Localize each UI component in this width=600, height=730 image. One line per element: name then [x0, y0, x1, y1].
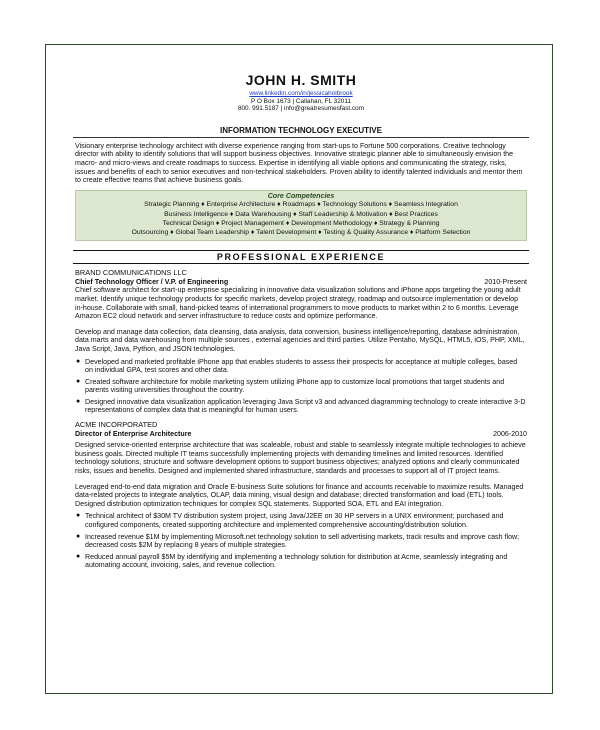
- role-row: [75, 430, 527, 439]
- bullet-icon: ●: [76, 377, 81, 385]
- job-title: Chief Technology Officer / V.P. of Engineering: [75, 277, 229, 286]
- achievement-item: ● Increased revenue $1M by implementing Microsoft.net technology solution to sell advertising markets, track results and improve cash flow; decreased costs $2M by replacing 8 years of multiple strategies.: [76, 532, 520, 550]
- bullet-icon: ●: [76, 397, 81, 405]
- job-entry-acme: [75, 421, 527, 570]
- competency-line: Strategic Planning ♦ Enterprise Architecture ♦ Roadmaps ♦ Technology Solutions ♦ Seamless Integration: [144, 201, 458, 209]
- achievement-list: [75, 512, 527, 570]
- core-competencies-box: [75, 190, 527, 241]
- achievement-item: ● Reduced annual payroll $5M by identifying and implementing a technology solution for distribution at Acme, seamlessly integrating and automating account, invoicing, sales, and revenue collection.: [76, 552, 508, 570]
- contact-info: 800. 991.5187 | info@greatresumesfast.com: [237, 105, 365, 113]
- job-dates: 2010-Present: [484, 277, 527, 286]
- linkedin-link[interactable]: www.linkedin.com/in/jessicaholbrook: [249, 90, 353, 97]
- job-title: Director of Enterprise Architecture: [75, 429, 192, 438]
- bullet-icon: ●: [76, 512, 81, 520]
- job-entry-brand: [75, 269, 527, 415]
- competency-line: Outsourcing ♦ Global Team Leadership ♦ Talent Development ♦ Testing & Quality Assurance ♦ Platform Selection: [131, 228, 471, 236]
- core-competencies-title: Core Competencies: [267, 191, 335, 200]
- achievement-item: ● Designed innovative data visualization application leveraging Java Script v3 and advanced diagramming technology to create interactive 3-D representations of complex data that is meaningful for human users.: [76, 397, 526, 415]
- headline: INFORMATION TECHNOLOGY EXECUTIVE: [73, 126, 529, 138]
- summary: Visionary enterprise technology architect with diverse experience ranging from start-ups to Fortune 500 corporations. Creative technology director with ability to identify solutions that will support business objectives. Innovative strategic planner able to simultaneously envision the macro- and micro-views and create roadmaps to success. Expertise in identifying all viable options and communicating the strategy, risks, issues and benefits of each to senior executives and non-technical stakeholders. Proven ability to identify talented individuals and mentor them to create effective teams that achieve business goals.: [75, 141, 523, 185]
- job-description: Develop and manage data collection, data cleansing, data analysis, data conversion, business intelligence/reporting, database administration, data marts and data warehousing from multiple sources , external agencies and third parties. Utilize Pentaho, MySQL, HTML5, iOS, PHP, XML, Java Script, Java, Python, and JSON technologies.: [75, 327, 525, 353]
- competency-line: Business Intelligence ♦ Data Warehousing ♦ Staff Leadership & Motivation ♦ Best Practices: [164, 210, 438, 218]
- address: P O Box 1673 | Callahan, FL 32011: [251, 97, 351, 105]
- achievement-item: ● Developed and marketed profitable iPhone app that enables students to assess their prospects for acceptance at multiple colleges, based on individual GPA, test scores and other data.: [76, 357, 518, 375]
- achievement-item: ● Technical architect of $30M TV distribution system project, using Java/J2EE on 30 HP servers in a UNIX environment; purchased and configured components, created supporting architecture and implemented comprehensive accounting/distribution solution.: [76, 512, 504, 529]
- job-description: Leveraged end-to-end data migration and Oracle E-business Suite solutions for finance and accounts receivable to maximize results. Managed data-related projects to integrate analytics, OLAP, data mining, visual design and database; directed transformation and load (ETL) tools. Designed distribution optimization techniques for complex SQL statements. Supported SOA, ETL and EAI integration.: [75, 482, 524, 508]
- job-description: Chief software architect for start-up enterprise specializing in innovative data visualization solutions and iPhone apps targeting the young adult market. Identify unique technology products for specific markets, develop project strategy, roadmap and outsource implementation or develop in-house. Collaborate with small, hand-picked teams of international programmers to move products to market within 2 to 6 months. Leverage Amazon EC2 cloud network and server infrastructure to reduce costs and optimize performance.: [75, 286, 521, 321]
- competency-line: Technical Design ♦ Project Management ♦ Development Methodology ♦ Strategy & Planning: [162, 219, 440, 227]
- bullet-icon: ●: [76, 552, 81, 560]
- achievement-item: ● Created software architecture for mobile marketing system utilizing iPhone app to customize local promotions that target students and parents visiting universities throughout the country.: [76, 377, 505, 395]
- company-name: BRAND COMMUNICATIONS LLC: [75, 268, 187, 278]
- bullet-icon: ●: [76, 357, 81, 365]
- bullet-icon: ●: [76, 532, 81, 540]
- resume: [75, 72, 527, 573]
- job-dates: 2006-2010: [493, 429, 527, 438]
- achievement-list: [75, 358, 527, 416]
- job-description: Designed service-oriented enterprise architecture that was scaleable, robust and stable to seamlessly integrate multiple technologies to achieve business goals. Directed multiple IT teams successfully implementing projects with demanding timelines and limited resources. Identified technology solutions, structure and software development options to support business objectives; analyzed options and clearly communicated risks, issues and benefits. Designed and implemented shared infrastructure, standards and processes to support all of IT project teams.: [75, 441, 526, 476]
- professional-experience-title: PROFESSIONAL EXPERIENCE: [73, 250, 529, 264]
- resume-header: [75, 72, 527, 113]
- role-row: [75, 278, 527, 287]
- company-name: ACME INCORPORATED: [75, 420, 158, 430]
- candidate-name: JOHN H. SMITH: [245, 72, 357, 88]
